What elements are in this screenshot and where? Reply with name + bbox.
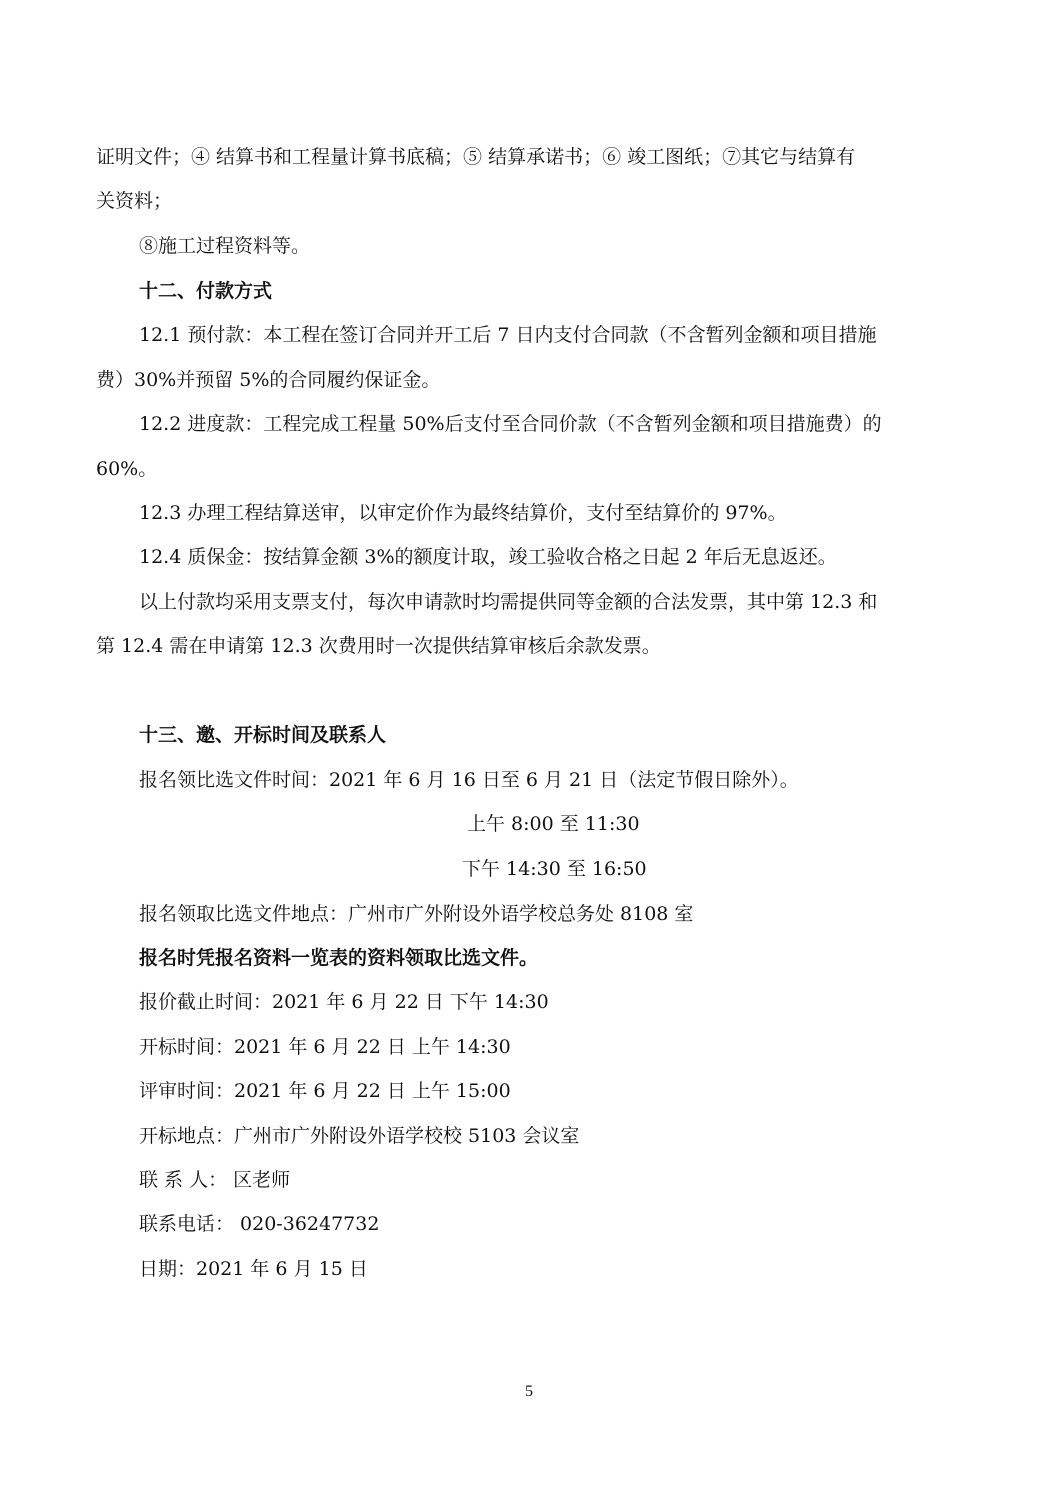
review-time: 评审时间：2021 年 6 月 22 日 上午 15:00 bbox=[139, 1080, 511, 1102]
contact-person: 联 系 人： 区老师 bbox=[139, 1169, 291, 1191]
document-date: 日期：2021 年 6 月 15 日 bbox=[139, 1258, 368, 1280]
paragraph-12-4: 12.4 质保金：按结算金额 3%的额度计取，竣工验收合格之日起 2 年后无息返还。 bbox=[139, 546, 837, 568]
paragraph-12-3: 12.3 办理工程结算送审，以审定价作为最终结算价，支付至结算价的 97%。 bbox=[139, 502, 787, 524]
paragraph-settlement-docs-line-2: 关资料； bbox=[96, 190, 173, 212]
paragraph-12-2-line-2: 60%。 bbox=[96, 458, 158, 480]
quotation-deadline: 报价截止时间：2021 年 6 月 22 日 下午 14:30 bbox=[139, 991, 549, 1013]
paragraph-payment-note-line-2: 第 12.4 需在申请第 12.3 次费用时一次提供结算审核后余款发票。 bbox=[96, 635, 661, 657]
page-number: 5 bbox=[525, 1383, 533, 1400]
registration-morning-hours: 上午 8:00 至 11:30 bbox=[467, 813, 640, 835]
bid-opening-time: 开标时间：2021 年 6 月 22 日 上午 14:30 bbox=[139, 1036, 511, 1058]
section-heading-payment: 十二、付款方式 bbox=[139, 280, 273, 302]
paragraph-12-2-line-1: 12.2 进度款：工程完成工程量 50%后支付至合同价款（不含暂列金额和项目措施费）的 bbox=[139, 413, 882, 435]
registration-place: 报名领取比选文件地点：广州市广外附设外语学校总务处 8108 室 bbox=[139, 903, 694, 925]
section-heading-schedule-contact: 十三、邀、开标时间及联系人 bbox=[139, 724, 387, 746]
registration-time: 报名领比选文件时间：2021 年 6 月 16 日至 6 月 21 日（法定节假日除外）。 bbox=[139, 769, 799, 791]
paragraph-12-1-line-2: 费）30%并预留 5%的合同履约保证金。 bbox=[96, 369, 441, 391]
paragraph-payment-note-line-1: 以上付款均采用支票支付，每次申请款时均需提供同等金额的合法发票，其中第 12.3 和 bbox=[139, 591, 878, 613]
registration-afternoon-hours: 下午 14:30 至 16:50 bbox=[462, 858, 647, 880]
paragraph-12-1-line-1: 12.1 预付款：本工程在签订合同并开工后 7 日内支付合同款（不含暂列金额和项目措施 bbox=[139, 324, 877, 346]
bid-opening-place: 开标地点：广州市广外附设外语学校校 5103 会议室 bbox=[139, 1125, 580, 1147]
paragraph-settlement-docs-line-1: 证明文件；④ 结算书和工程量计算书底稿；⑤ 结算承诺书；⑥ 竣工图纸；⑦其它与结算有 bbox=[96, 146, 856, 168]
paragraph-settlement-docs-line-3: ⑧施工过程资料等。 bbox=[139, 235, 311, 257]
registration-note: 报名时凭报名资料一览表的资料领取比选文件。 bbox=[139, 947, 539, 969]
contact-phone: 联系电话： 020-36247732 bbox=[139, 1213, 380, 1235]
